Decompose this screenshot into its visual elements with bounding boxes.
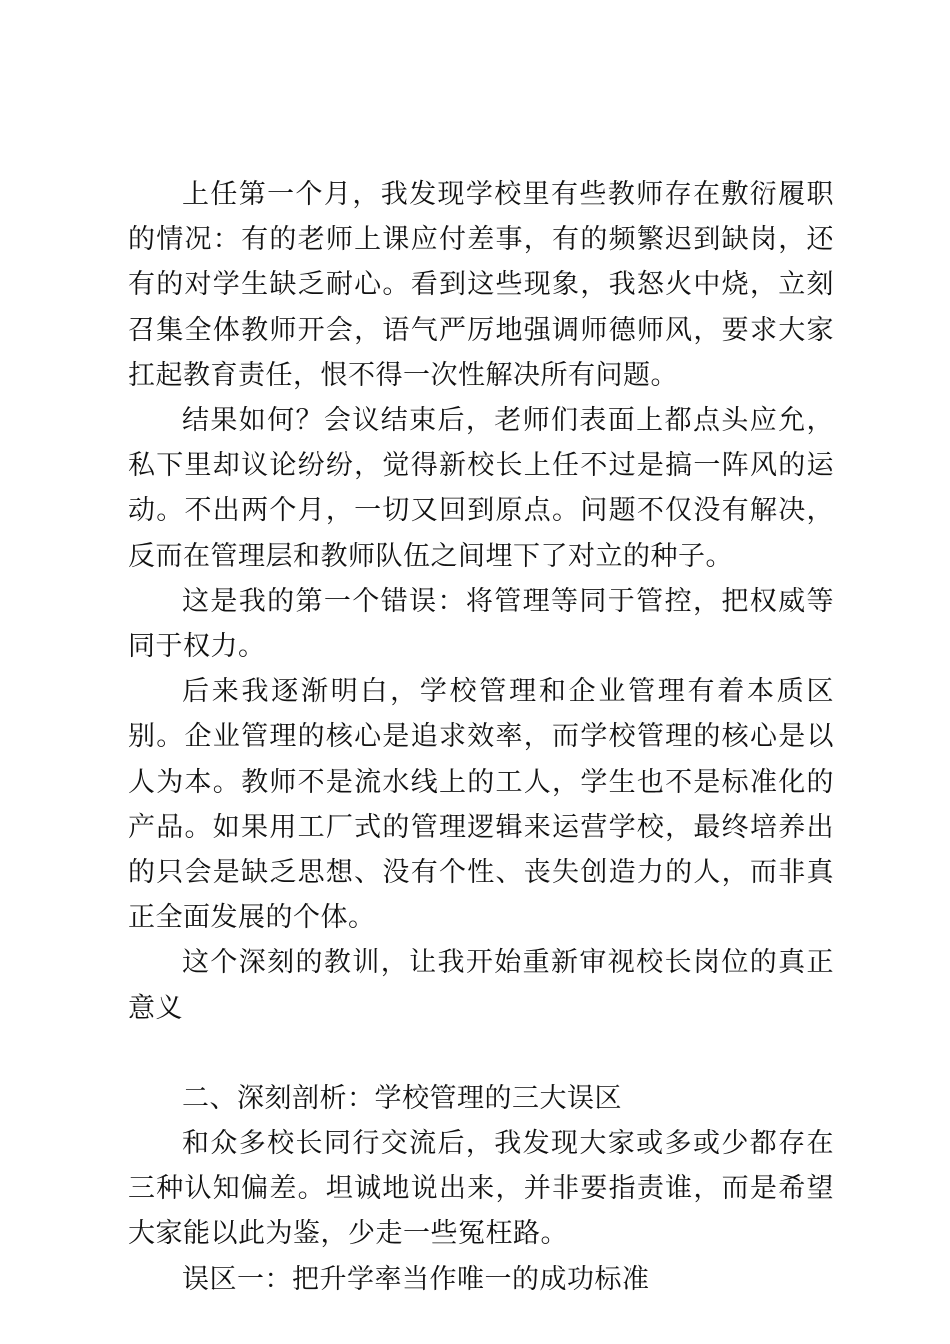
paragraph-misconception-one: 误区一：把升学率当作唯一的成功标准 (182, 1263, 650, 1295)
paragraph-realization: 后来我逐渐明白，学校管理和企业管理有着本质区别。企业管理的核心是追求效率，而学校管理的核心是以人为本。教师不是流水线上的工人，学生也不是标准化的产品。如果用工厂式的管理逻辑来运营学校，最终培养出的只会是缺乏思想、没有个性、丧失创造力的人，而非真正全面发展的个体。 (128, 676, 834, 934)
paragraph-first-month: 上任第一个月，我发现学校里有些教师存在敷衍履职的情况：有的老师上课应付差事，有的频繁迟到缺岗，还有的对学生缺乏耐心。看到这些现象，我怒火中烧，立刻召集全体教师开会，语气严厉地强调师德师风，要求大家扛起教育责任，恨不得一次性解决所有问题。 (128, 179, 834, 391)
paragraph-lesson: 这个深刻的教训，让我开始重新审视校长岗位的真正意义 (128, 947, 834, 1024)
section-heading: 二、深刻剖析：学校管理的三大误区 (182, 1082, 622, 1114)
paragraph-first-mistake: 这是我的第一个错误：将管理等同于管控，把权威等同于权力。 (128, 585, 834, 663)
paragraph-exchange: 和众多校长同行交流后，我发现大家或多或少都存在三种认知偏差。坦诚地说出来，并非要指责谁，而是希望大家能以此为鉴，少走一些冤枉路。 (128, 1128, 834, 1250)
document-page (128, 172, 834, 1302)
paragraph-result: 结果如何？会议结束后，老师们表面上都点头应允，私下里却议论纷纷，觉得新校长上任不过是搞一阵风的运动。不出两个月，一切又回到原点。问题不仅没有解决，反而在管理层和教师队伍之间埋下了对立的种子。 (128, 405, 834, 572)
